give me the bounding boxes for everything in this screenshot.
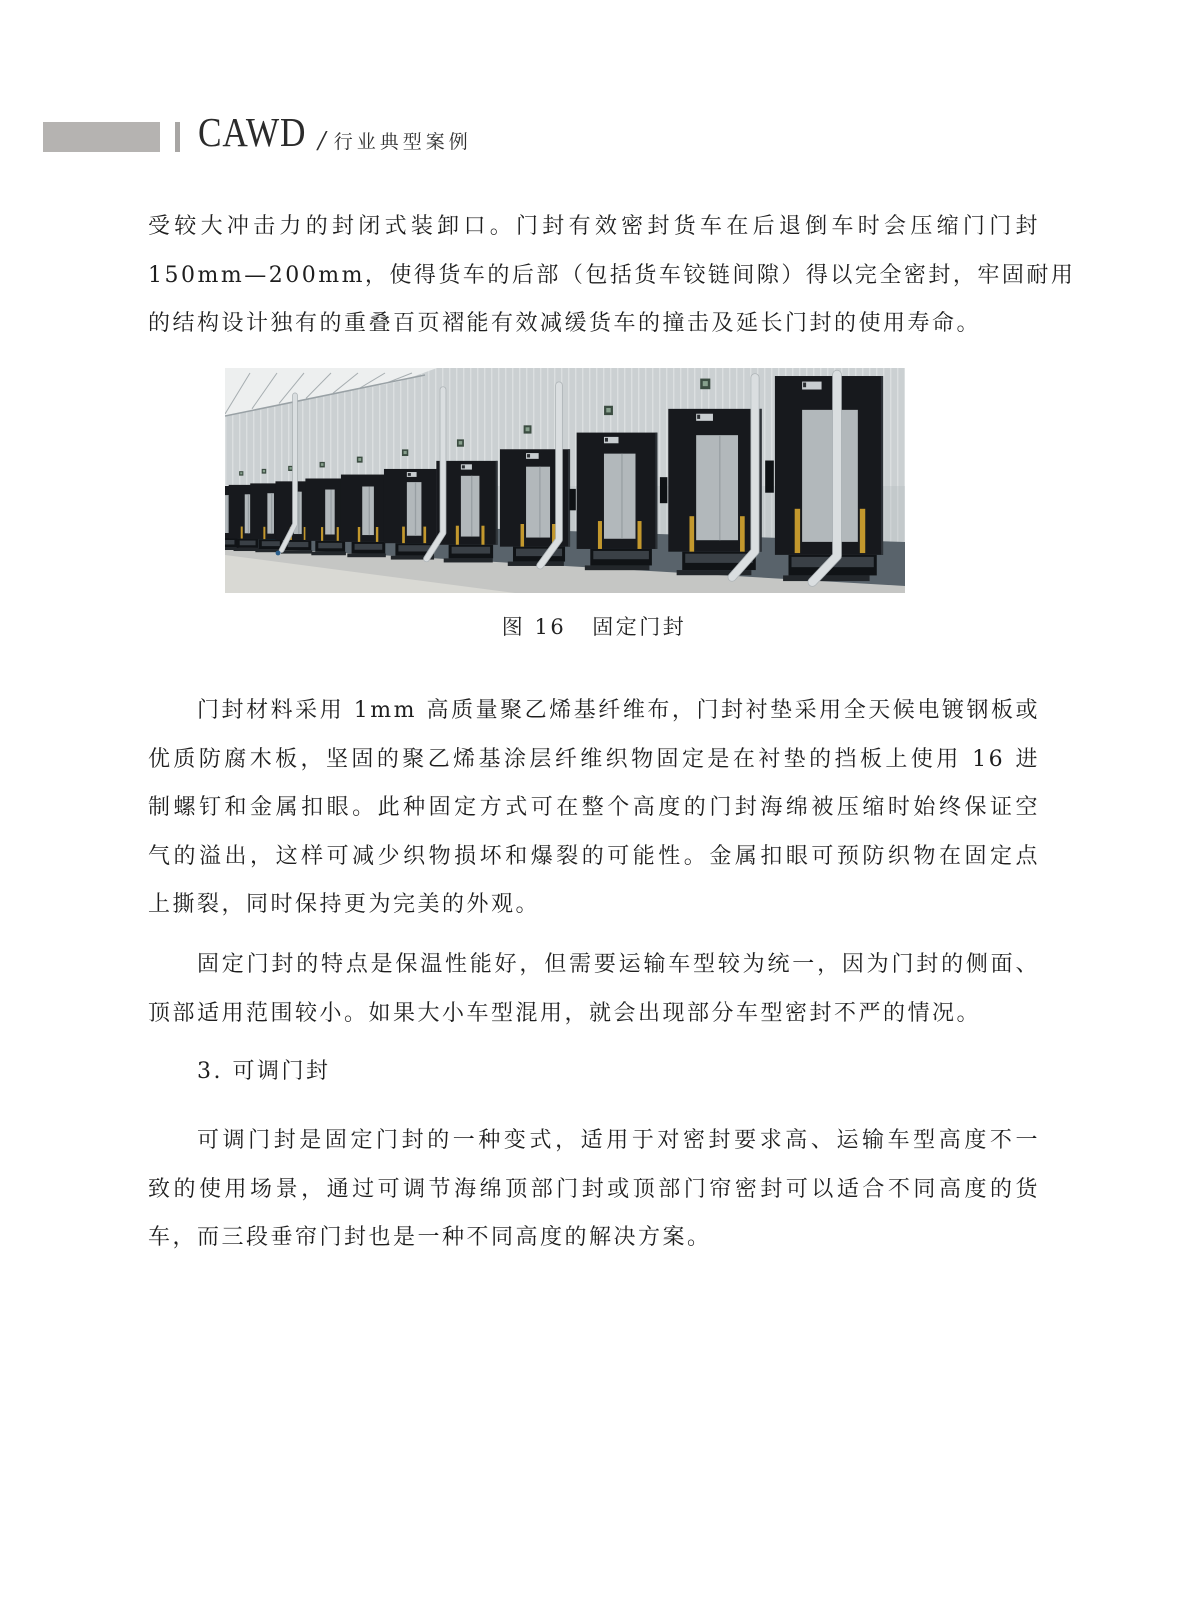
text-line: 的结构设计独有的重叠百页褶能有效减缓货车的撞击及延长门封的使用寿命。: [148, 311, 982, 337]
text-line: 顶部适用范围较小。如果大小车型混用，就会出现部分车型密封不严的情况。: [148, 1000, 982, 1026]
text-line: 固定门封的特点是保温性能好，但需要运输车型较为统一，因为门封的侧面、: [197, 952, 1040, 977]
text-line: 致的使用场景，通过可调节海绵顶部门封或顶部门帘密封可以适合不同高度的货: [148, 1176, 1040, 1202]
paragraph-seal-materials: [148, 687, 1040, 930]
text-line: 3. 可调门封: [197, 1059, 331, 1084]
text-line: 优质防腐木板，坚固的聚乙烯基涂层纤维织物固定是在衬垫的挡板上使用 16 进: [148, 746, 1040, 772]
figure-caption-label: 图 16: [501, 615, 567, 639]
slash-separator: /: [318, 128, 326, 154]
figure-caption-title: 固定门封: [592, 615, 687, 639]
figure-dock-seals-photo: [225, 368, 905, 593]
text-line: 可调门封是固定门封的一种变式，适用于对密封要求高、运输车型高度不一: [197, 1128, 1040, 1153]
paragraph-adjustable-seal: [148, 1117, 1040, 1263]
brand-logo: CAWD: [198, 109, 307, 155]
header-gray-bar: [43, 122, 160, 152]
text-line: 门封材料采用 1mm 高质量聚乙烯基纤维布，门封衬垫采用全天候电镀钢板或: [197, 698, 1040, 723]
category-label: 行业典型案例: [333, 131, 472, 153]
section-heading-adjustable-seal: [148, 1048, 1040, 1097]
paragraph-fixed-seal-traits: [148, 941, 1040, 1038]
paragraph-door-seal-intro: [148, 203, 1076, 349]
header-tick-bar: [175, 122, 180, 152]
text-line: 制螺钉和金属扣眼。此种固定方式可在整个高度的门封海绵被压缩时始终保证空: [148, 795, 1040, 821]
figure-caption: [148, 611, 1040, 641]
text-line: 车，而三段垂帘门封也是一种不同高度的解决方案。: [148, 1225, 712, 1251]
text-line: 150mm—200mm，使得货车的后部（包括货车铰链间隙）得以完全密封，牢固耐用: [148, 262, 1076, 288]
text-line: 气的溢出，这样可减少织物损坏和爆裂的可能性。金属扣眼可预防织物在固定点: [148, 843, 1040, 869]
text-line: 上撕裂，同时保持更为完美的外观。: [148, 892, 541, 918]
header-category: [318, 127, 472, 154]
text-line: 受较大冲击力的封闭式装卸口。门封有效密封货车在后退倒车时会压缩门门封: [148, 214, 1040, 239]
dock-seals-photo-svg: [225, 368, 905, 593]
